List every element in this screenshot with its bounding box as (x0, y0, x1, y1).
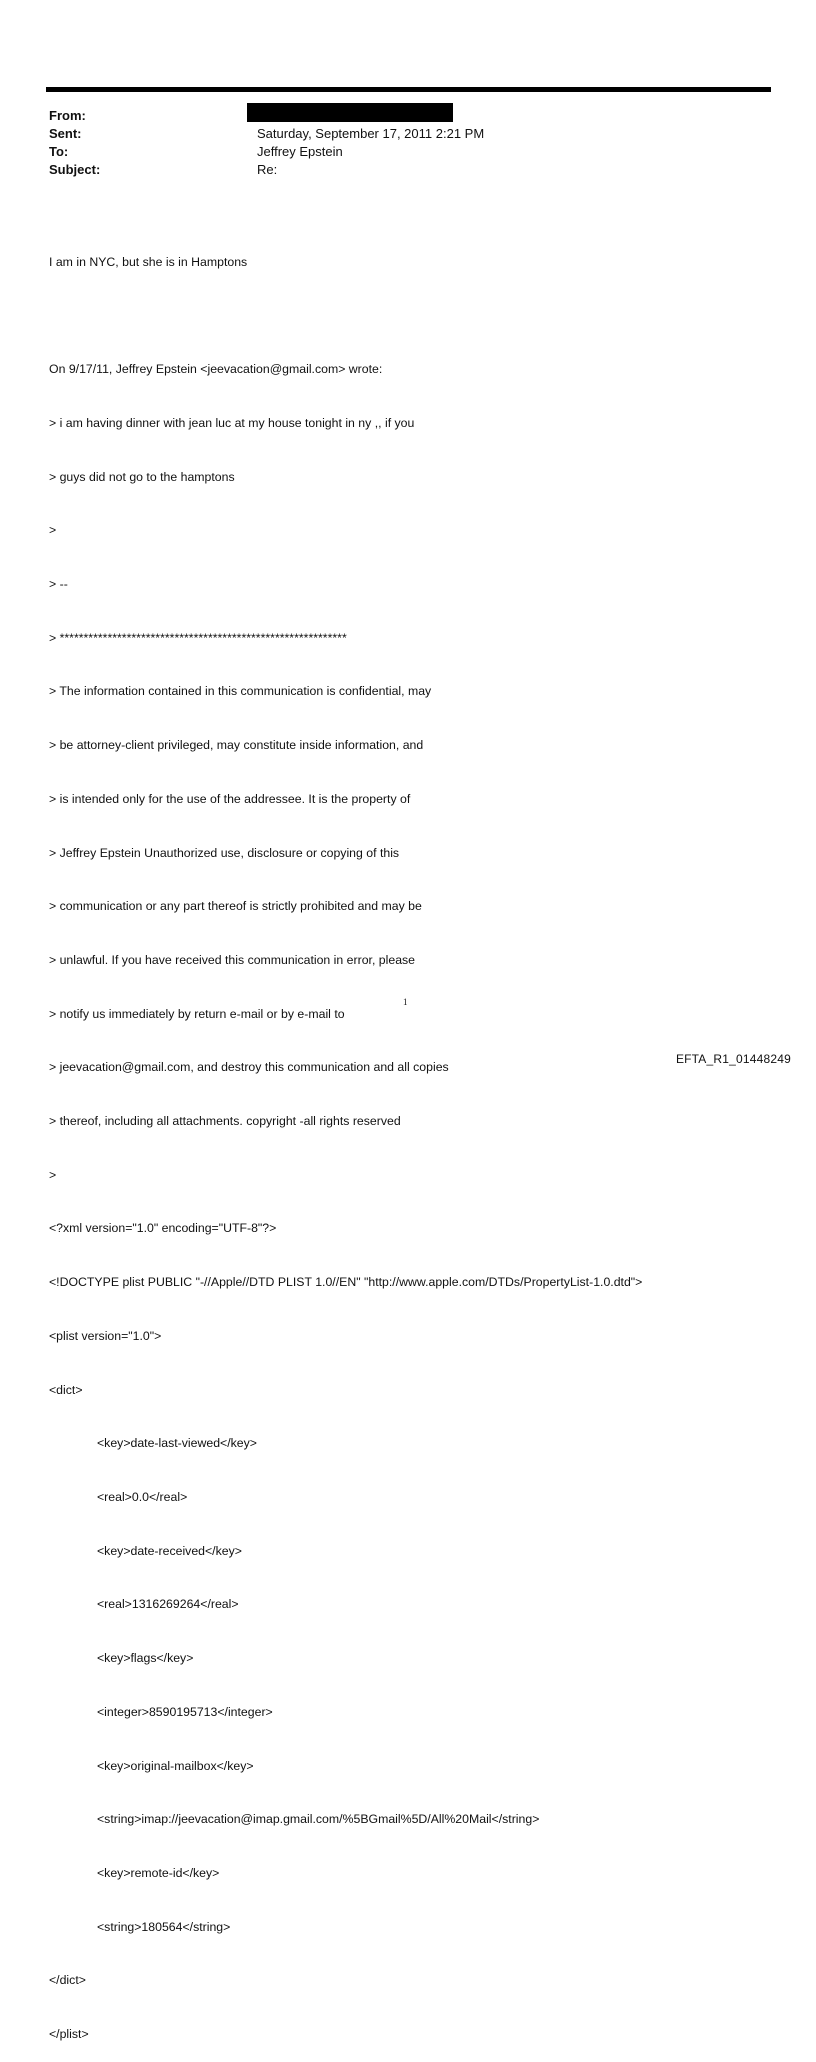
xml-line: <?xml version="1.0" encoding="UTF-8"?> (49, 1221, 277, 1236)
quoted-line: > communication or any part thereof is strictly prohibited and may be (49, 899, 422, 914)
xml-line: <key>flags</key> (97, 1651, 194, 1666)
email-body (49, 218, 789, 2062)
quoted-line: > is intended only for the use of the addressee. It is the property of (49, 791, 411, 806)
quoted-line: > jeevacation@gmail.com, and destroy this communication and all copies (49, 1060, 449, 1075)
subject-label: Subject: (49, 162, 101, 177)
quoted-line: > (49, 523, 57, 538)
blank-line (49, 308, 789, 326)
redacted-from-value (247, 103, 453, 122)
xml-line: </dict> (49, 1973, 86, 1988)
subject-value: Re: (257, 162, 278, 177)
header-rule (46, 87, 771, 92)
xml-line: <dict> (49, 1382, 83, 1397)
xml-line: <key>original-mailbox</key> (97, 1758, 254, 1773)
xml-line: <!DOCTYPE plist PUBLIC "-//Apple//DTD PLIST 1.0//EN" "http://www.apple.com/DTDs/PropertyList-1.0.dtd"> (49, 1275, 643, 1290)
quoted-line: > ************************************************************ (49, 630, 347, 645)
reply-text: I am in NYC, but she is in Hamptons (49, 254, 248, 269)
quoted-line: > The information contained in this communication is confidential, may (49, 684, 432, 699)
to-label: To: (49, 144, 69, 159)
quoted-line: > Jeffrey Epstein Unauthorized use, disclosure or copying of this (49, 845, 400, 860)
quoted-line: > unlawful. If you have received this communication in error, please (49, 952, 416, 967)
quoted-line: > notify us immediately by return e-mail or by e-mail to (49, 1006, 345, 1021)
quoted-line: > guys did not go to the hamptons (49, 469, 235, 484)
quoted-line: > -- (49, 577, 68, 592)
xml-line: <key>remote-id</key> (97, 1865, 220, 1880)
xml-line: <real>0.0</real> (97, 1489, 188, 1504)
quoted-line: > (49, 1167, 57, 1182)
page-number: 1 (403, 997, 408, 1007)
xml-line: <key>date-received</key> (97, 1543, 242, 1558)
from-label: From: (49, 108, 86, 123)
quote-intro: On 9/17/11, Jeffrey Epstein <jeevacation@gmail.com> wrote: (49, 362, 383, 377)
sent-value: Saturday, September 17, 2011 2:21 PM (257, 126, 485, 141)
xml-line: <integer>8590195713</integer> (97, 1704, 273, 1719)
xml-line: </plist> (49, 2027, 89, 2042)
quoted-line: > thereof, including all attachments. copyright -all rights reserved (49, 1114, 401, 1129)
xml-line: <string>180564</string> (97, 1919, 231, 1934)
bates-number: EFTA_R1_01448249 (675, 1052, 791, 1066)
xml-line: <string>imap://jeevacation@imap.gmail.com/%5BGmail%5D/All%20Mail</string> (97, 1812, 540, 1827)
xml-line: <plist version="1.0"> (49, 1328, 162, 1343)
sent-label: Sent: (49, 126, 82, 141)
quoted-line: > be attorney-client privileged, may constitute inside information, and (49, 738, 424, 753)
xml-line: <key>date-last-viewed</key> (97, 1436, 257, 1451)
to-value: Jeffrey Epstein (257, 144, 343, 159)
quoted-line: > i am having dinner with jean luc at my house tonight in ny ,, if you (49, 415, 415, 430)
xml-line: <real>1316269264</real> (97, 1597, 239, 1612)
